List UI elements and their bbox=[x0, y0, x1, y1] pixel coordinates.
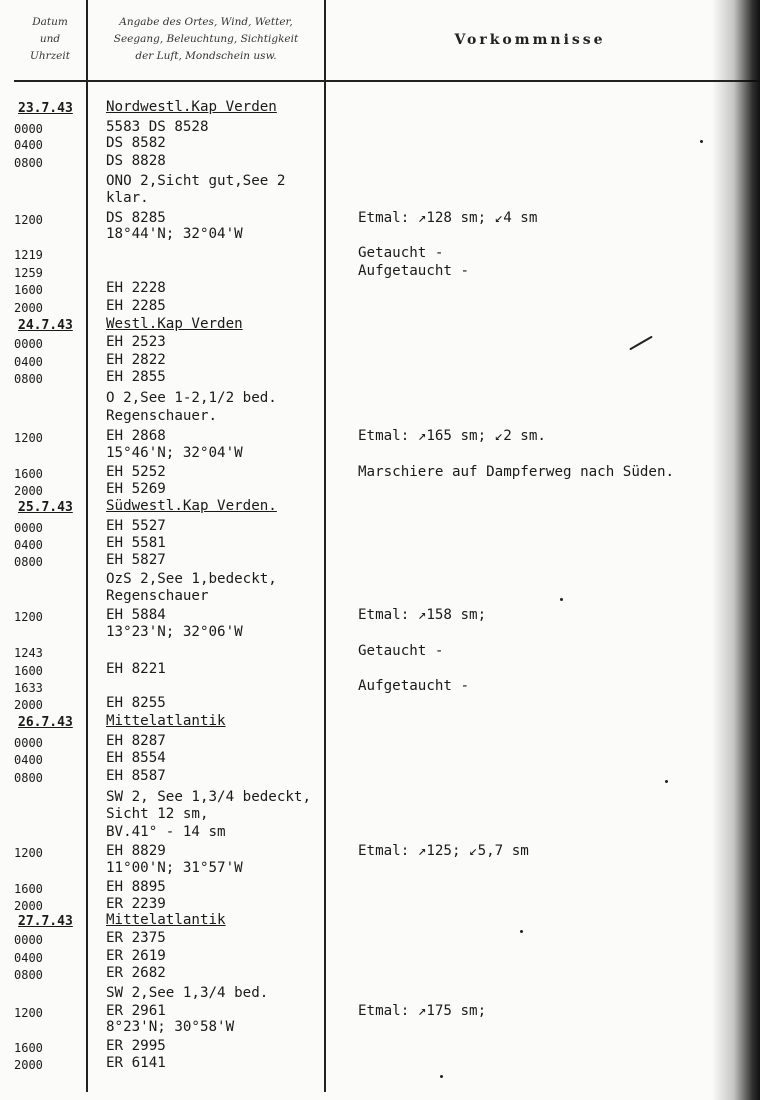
log-time: 0800 bbox=[14, 156, 43, 170]
log-position: SW 2,See 1,3/4 bed. bbox=[106, 985, 269, 1001]
header-and-label: und bbox=[39, 33, 61, 45]
log-position: Regenschauer bbox=[106, 588, 209, 604]
log-position: EH 5884 bbox=[106, 607, 166, 623]
log-time: 1600 bbox=[14, 664, 43, 678]
header-events: Vorkommnisse bbox=[454, 32, 606, 48]
log-time: 1600 bbox=[14, 467, 43, 481]
log-time: 0000 bbox=[14, 521, 43, 535]
log-position: ER 2619 bbox=[106, 948, 166, 964]
log-position: 18°44'N; 32°04'W bbox=[106, 226, 243, 242]
log-position: klar. bbox=[106, 190, 149, 206]
log-position: ER 2995 bbox=[106, 1038, 166, 1054]
page-edge-shadow bbox=[712, 0, 760, 1100]
log-position: ER 2682 bbox=[106, 965, 166, 981]
log-position: EH 2855 bbox=[106, 369, 166, 385]
log-position: ER 6141 bbox=[106, 1055, 166, 1071]
log-time: 2000 bbox=[14, 698, 43, 712]
log-time: 0800 bbox=[14, 968, 43, 982]
log-position: ER 2239 bbox=[106, 896, 166, 912]
log-position: EH 8255 bbox=[106, 695, 166, 711]
log-position: 11°00'N; 31°57'W bbox=[106, 860, 243, 876]
log-time: 0400 bbox=[14, 355, 43, 369]
scan-speck bbox=[520, 930, 523, 933]
log-position: EH 8554 bbox=[106, 750, 166, 766]
log-time: 0400 bbox=[14, 538, 43, 552]
log-position: DS 8828 bbox=[106, 153, 166, 169]
log-area: Westl.Kap Verden bbox=[106, 316, 243, 332]
log-position: Regenschauer. bbox=[106, 408, 218, 424]
log-position: BV.41° - 14 sm bbox=[106, 824, 226, 840]
log-position: EH 5252 bbox=[106, 464, 166, 480]
log-event: Aufgetaucht - bbox=[358, 678, 470, 694]
log-position: ER 2961 bbox=[106, 1003, 166, 1019]
log-area: Nordwestl.Kap Verden bbox=[106, 99, 277, 115]
log-time: 0000 bbox=[14, 337, 43, 351]
log-time: 0000 bbox=[14, 933, 43, 947]
scan-speck bbox=[700, 140, 703, 143]
log-time: 0400 bbox=[14, 753, 43, 767]
log-position: SW 2, See 1,3/4 bedeckt, bbox=[106, 789, 311, 805]
header-date-time bbox=[14, 14, 86, 65]
log-date: 23.7.43 bbox=[18, 101, 73, 116]
log-time: 1600 bbox=[14, 1041, 43, 1055]
log-date: 25.7.43 bbox=[18, 500, 73, 515]
log-event: Etmal: ↗165 sm; ↙2 sm. bbox=[358, 428, 546, 444]
header-date-label: Datum bbox=[32, 16, 68, 28]
log-time: 0800 bbox=[14, 555, 43, 569]
log-position: EH 5269 bbox=[106, 481, 166, 497]
log-time: 0800 bbox=[14, 372, 43, 386]
log-time: 1200 bbox=[14, 213, 43, 227]
log-position: EH 8221 bbox=[106, 661, 166, 677]
log-time: 1600 bbox=[14, 882, 43, 896]
header-time-label: Uhrzeit bbox=[30, 50, 70, 62]
scan-mark bbox=[629, 336, 653, 351]
log-position: OzS 2,See 1,bedeckt, bbox=[106, 571, 277, 587]
header-rule bbox=[14, 80, 760, 82]
log-position: ONO 2,Sicht gut,See 2 bbox=[106, 173, 286, 189]
column-divider-2 bbox=[324, 0, 326, 1092]
log-time: 1200 bbox=[14, 846, 43, 860]
log-time: 2000 bbox=[14, 301, 43, 315]
header-location-line-1: Angabe des Ortes, Wind, Wetter, bbox=[119, 16, 293, 28]
log-position: EH 2285 bbox=[106, 298, 166, 314]
log-area: Südwestl.Kap Verden. bbox=[106, 498, 277, 514]
log-event: Getaucht - bbox=[358, 245, 444, 261]
log-time: 0000 bbox=[14, 736, 43, 750]
log-position: EH 8895 bbox=[106, 879, 166, 895]
log-time: 0800 bbox=[14, 771, 43, 785]
log-position: EH 2868 bbox=[106, 428, 166, 444]
log-time: 1200 bbox=[14, 1006, 43, 1020]
log-time: 0400 bbox=[14, 138, 43, 152]
column-divider-1 bbox=[86, 0, 88, 1092]
log-time: 0000 bbox=[14, 122, 43, 136]
log-position: Sicht 12 sm, bbox=[106, 806, 209, 822]
log-event: Etmal: ↗128 sm; ↙4 sm bbox=[358, 210, 538, 226]
log-position: ER 2375 bbox=[106, 930, 166, 946]
log-event: Etmal: ↗125; ↙5,7 sm bbox=[358, 843, 529, 859]
log-time: 1200 bbox=[14, 431, 43, 445]
scan-speck bbox=[560, 598, 563, 601]
log-time: 1259 bbox=[14, 266, 43, 280]
header-location-line-2: Seegang, Beleuchtung, Sichtigkeit bbox=[113, 33, 299, 45]
log-time: 1219 bbox=[14, 248, 43, 262]
log-position: DS 8285 bbox=[106, 210, 166, 226]
log-event: Etmal: ↗175 sm; bbox=[358, 1003, 487, 1019]
header-location-weather bbox=[88, 14, 324, 65]
log-date: 26.7.43 bbox=[18, 715, 73, 730]
log-position: 8°23'N; 30°58'W bbox=[106, 1019, 235, 1035]
log-date: 24.7.43 bbox=[18, 318, 73, 333]
log-position: 15°46'N; 32°04'W bbox=[106, 445, 243, 461]
log-position: DS 8582 bbox=[106, 135, 166, 151]
scan-speck bbox=[665, 780, 668, 783]
log-position: EH 8287 bbox=[106, 733, 166, 749]
log-event: Marschiere auf Dampferweg nach Süden. bbox=[358, 464, 675, 480]
log-area: Mittelatlantik bbox=[106, 912, 226, 928]
scan-speck bbox=[440, 1075, 443, 1078]
log-time: 1600 bbox=[14, 283, 43, 297]
log-position: EH 5581 bbox=[106, 535, 166, 551]
log-position: EH 8829 bbox=[106, 843, 166, 859]
log-position: 5583 DS 8528 bbox=[106, 119, 209, 135]
log-time: 2000 bbox=[14, 484, 43, 498]
log-position: EH 2228 bbox=[106, 280, 166, 296]
log-position: EH 5527 bbox=[106, 518, 166, 534]
log-time: 2000 bbox=[14, 899, 43, 913]
log-time: 1633 bbox=[14, 681, 43, 695]
log-position: O 2,See 1-2,1/2 bed. bbox=[106, 390, 277, 406]
log-event: Getaucht - bbox=[358, 643, 444, 659]
log-position: EH 5827 bbox=[106, 552, 166, 568]
log-event: Etmal: ↗158 sm; bbox=[358, 607, 487, 623]
log-time: 0400 bbox=[14, 951, 43, 965]
log-position: EH 2523 bbox=[106, 334, 166, 350]
log-time: 2000 bbox=[14, 1058, 43, 1072]
log-event: Aufgetaucht - bbox=[358, 263, 470, 279]
log-date: 27.7.43 bbox=[18, 914, 73, 929]
log-time: 1243 bbox=[14, 646, 43, 660]
log-area: Mittelatlantik bbox=[106, 713, 226, 729]
log-position: EH 2822 bbox=[106, 352, 166, 368]
header-location-line-3: der Luft, Mondschein usw. bbox=[135, 50, 277, 62]
log-position: 13°23'N; 32°06'W bbox=[106, 624, 243, 640]
log-position: EH 8587 bbox=[106, 768, 166, 784]
log-time: 1200 bbox=[14, 610, 43, 624]
